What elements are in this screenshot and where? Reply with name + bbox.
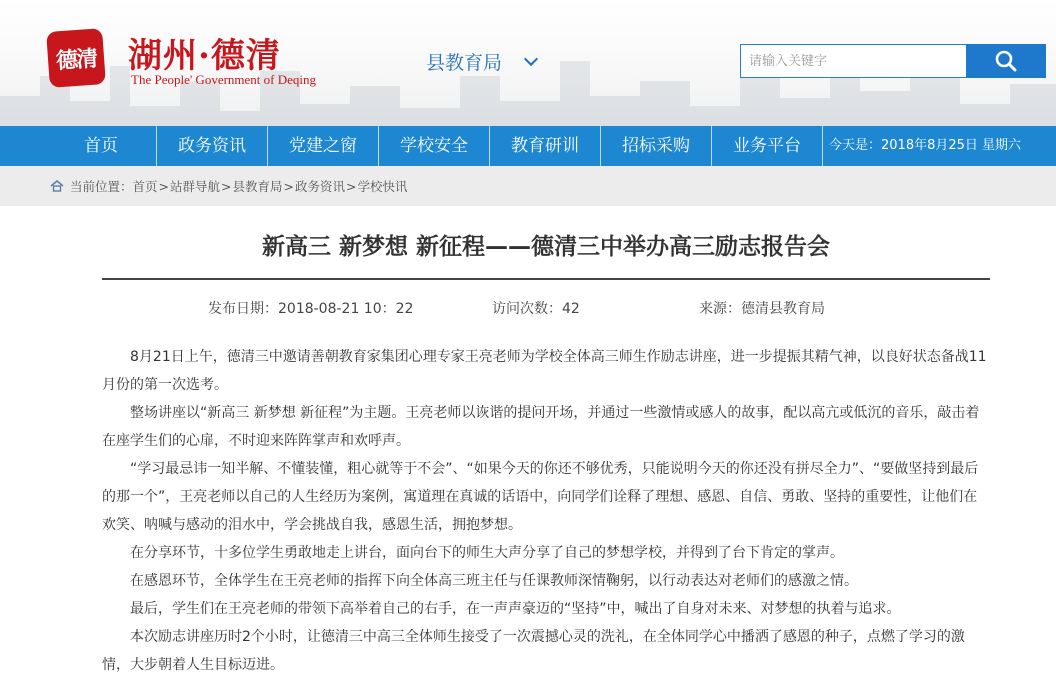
breadcrumb-separator: > <box>158 178 170 194</box>
site-logo-subtitle: The People' Government of Deqing <box>131 72 317 87</box>
breadcrumb-education-bureau[interactable]: 县教育局 <box>232 179 283 194</box>
breadcrumb-school-news[interactable]: 学校快讯 <box>357 179 408 194</box>
nav-item-education-research[interactable]: 教育研训 <box>490 126 601 166</box>
search-bar <box>740 44 1046 78</box>
article-paragraph: 本次励志讲座历时2个小时，让德清三中高三全体师生接受了一次震撼心灵的洗礼，在全体同学心中播洒了感恩的种子，点燃了学习的激情，大步朝着人生目标迈进。 <box>102 629 965 673</box>
title-divider <box>102 278 990 280</box>
main-nav <box>0 126 1056 166</box>
article-body <box>102 343 990 676</box>
nav-item-party-building[interactable]: 党建之窗 <box>268 126 379 166</box>
nav-item-school-safety[interactable]: 学校安全 <box>379 126 490 166</box>
article-paragraph: 在感恩环节，全体学生在王亮老师的指挥下向全体高三班主任与任课教师深情鞠躬，以行动表达对老师们的感激之情。 <box>130 573 858 589</box>
article-source: 来源：德清县教育局 <box>699 301 825 317</box>
breadcrumb-separator: > <box>346 178 357 194</box>
article-paragraph: 整场讲座以“新高三 新梦想 新征程”为主题。王亮老师以诙谐的提问开场，并通过一些激情或感人的故事，配以高亢或低沉的音乐，敲击着在座学生们的心扉，不时迎来阵阵掌声和欢呼声。 <box>102 405 980 449</box>
breadcrumb <box>0 166 1056 206</box>
chevron-down-icon <box>524 51 538 65</box>
article-paragraph: 最后，学生们在王亮老师的带领下高举着自己的右手，在一声声豪迈的“坚持”中，喊出了自身对未来、对梦想的执着与追求。 <box>130 601 901 617</box>
article-paragraph: 在分享环节，十多位学生勇敢地走上讲台，面向台下的师生大声分享了自己的梦想学校，并得到了台下肯定的掌声。 <box>130 545 844 561</box>
publish-date: 发布日期：2018-08-21 10：22 <box>208 301 414 317</box>
breadcrumb-separator: > <box>221 178 232 194</box>
current-date: 今天是：2018年8月25日 星期六 <box>829 138 1022 153</box>
article-paragraph: 8月21日上午，德清三中邀请善朝教育家集团心理专家王亮老师为学校全体高三师生作励志讲座，进一步提振其精气神，以良好状态备战11月份的第一次选考。 <box>102 349 987 393</box>
article-title: 新高三 新梦想 新征程——德清三中举办高三励志报告会 <box>261 234 830 260</box>
site-logo-title[interactable]: 湖州·德清 <box>128 36 281 76</box>
deqing-seal-logo[interactable]: 德清 <box>46 28 106 88</box>
breadcrumb-separator: > <box>283 178 295 194</box>
site-selector-dropdown[interactable] <box>426 48 536 75</box>
breadcrumb-government-news[interactable]: 政务资讯 <box>295 179 346 194</box>
home-icon <box>50 180 64 192</box>
breadcrumb-site-nav[interactable]: 站群导航 <box>170 179 221 194</box>
search-input[interactable] <box>740 44 966 78</box>
nav-item-home[interactable]: 首页 <box>46 126 157 166</box>
article-paragraph: “学习最忌讳一知半解、不懂装懂，粗心就等于不会”、“如果今天的你还不够优秀，只能说明今天的你还没有拼尽全力”、“要做坚持到最后的那一个”，王亮老师以自己的人生经历为案例，寓道理在真诚的话语中，向同学们诠释了理想、感恩、自信、勇敢、坚持的重要性，让他们在欢笑、呐喊与感动的泪水中，学会挑战自我，感恩生活，拥抱梦想。 <box>102 461 979 533</box>
view-count: 访问次数：42 <box>492 301 580 317</box>
breadcrumb-prefix: 当前位置： <box>70 179 133 194</box>
nav-item-government-news[interactable]: 政务资讯 <box>157 126 268 166</box>
nav-item-business-platform[interactable]: 业务平台 <box>712 126 823 166</box>
site-selector-label: 县教育局 <box>426 52 503 74</box>
site-header <box>0 0 1056 126</box>
nav-item-procurement[interactable]: 招标采购 <box>601 126 712 166</box>
search-button[interactable] <box>966 44 1046 78</box>
search-icon <box>995 50 1017 72</box>
breadcrumb-home[interactable]: 首页 <box>132 179 158 194</box>
